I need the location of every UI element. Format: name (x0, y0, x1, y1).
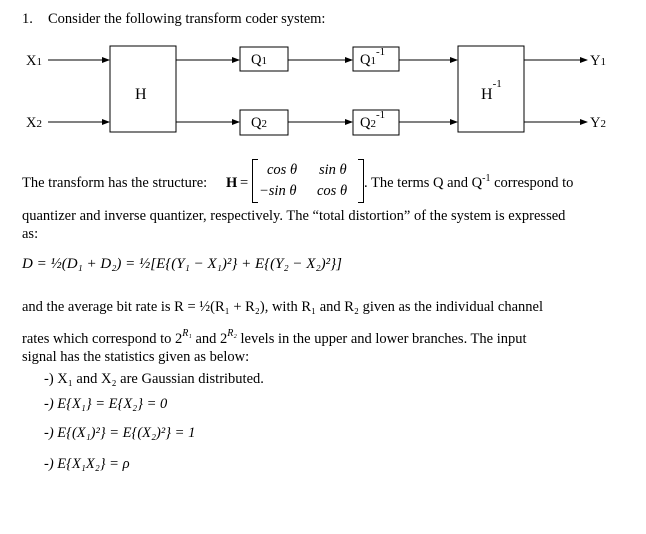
matrix (252, 159, 364, 203)
q2-label: Q2 (251, 115, 267, 131)
problem-number: 1. (22, 11, 33, 27)
qinv1-label: $Q1^{-1}$ (360, 46, 386, 68)
structure-h: H (226, 175, 238, 191)
quantizer-line: quantizer and inverse quantizer, respectively. The “total distortion” of the system is expressed (22, 208, 566, 224)
stat-item-2: -) E{X₁} = E{X₂} = 0 (44, 396, 168, 412)
matrix-m22: cos θ (317, 183, 348, 199)
terms-text: . The terms Q and $Q^{-1}$ correspond to (364, 173, 574, 191)
x2-label: X2 (26, 115, 42, 131)
y1-label: Y1 (590, 53, 606, 69)
rates-line: rates which correspond to $2^{R_1}$ and $2^{R_2}$ levels in the upper and lower branches. The input (22, 328, 527, 347)
stat-item-3: -) E{(X₁)²} = E{(X₂)²} = 1 (44, 425, 196, 441)
qinv2-label: $Q2^{-1}$ (360, 109, 386, 131)
x1-label: X1 (26, 53, 42, 69)
matrix-m12: sin θ (319, 162, 347, 178)
stat-item-1: -) X₁ and X₂ are Gaussian distributed. (44, 371, 264, 387)
signal-line: signal has the statistics given as below: (22, 349, 250, 365)
problem-title: Consider the following transform coder system: (48, 11, 326, 27)
matrix-m11: cos θ (267, 162, 298, 178)
h-label: H (135, 86, 147, 103)
structure-eq: = (240, 175, 249, 191)
structure-text: The transform has the structure: (22, 175, 208, 191)
distortion-formula: D = ½(D₁ + D₂) = ½[E{(Y₁ − X₁)²} + E{(Y₂ − X₂)²}] (22, 256, 342, 272)
stat-item-4: -) E{X₁X₂} = ρ (44, 456, 130, 472)
q1-label: Q1 (251, 52, 267, 68)
matrix-m21: −sin θ (259, 183, 297, 199)
y2-label: Y2 (590, 115, 606, 131)
bitrate-line: and the average bit rate is R = ½(R₁ + R₂), with R₁ and R₂ given as the individual channel (22, 299, 544, 315)
hinv-label: $H^{-1}$ (481, 78, 502, 103)
as-line: as: (22, 226, 39, 242)
